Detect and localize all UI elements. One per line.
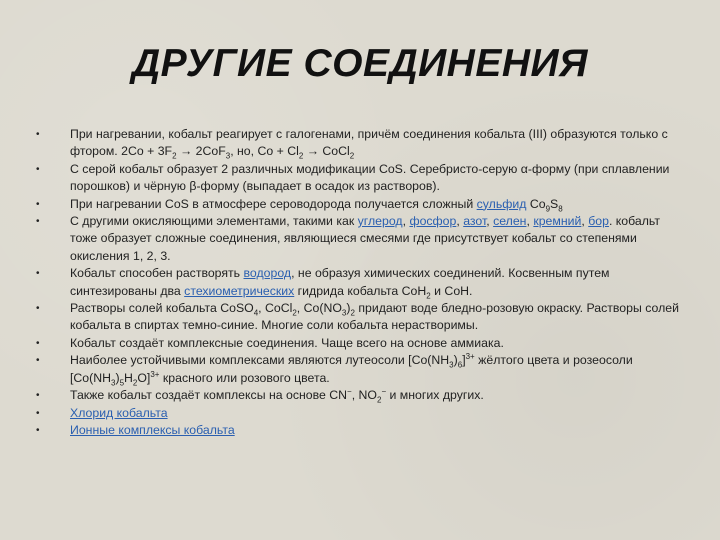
text-run: гидрида кобальта CoH <box>294 283 427 298</box>
subscript: 2 <box>132 378 138 388</box>
subscript: 6 <box>457 360 463 370</box>
bullet-marker: • <box>36 303 40 315</box>
subscript: 3 <box>449 360 454 370</box>
text-run: S <box>550 196 559 211</box>
bullet-item <box>36 300 686 335</box>
superscript: − <box>381 387 387 396</box>
subscript: 9 <box>545 204 551 214</box>
text-link[interactable]: стехиометрических <box>184 283 295 298</box>
text-run: Кобальт способен растворять <box>70 266 244 281</box>
subscript: 8 <box>558 204 563 214</box>
superscript: 3+ <box>465 352 475 362</box>
bullet-item <box>36 161 686 196</box>
text-link[interactable]: бор <box>588 214 609 229</box>
bullet-marker: • <box>36 355 40 367</box>
text-run: При нагревании CoS в атмосфере сероводорода получается сложный <box>70 196 477 211</box>
text-run: и многих других. <box>386 388 484 403</box>
bullet-item <box>36 335 686 352</box>
text-run: , <box>581 214 589 229</box>
text-run: ] <box>462 353 466 368</box>
bullet-item <box>36 387 686 404</box>
text-link[interactable]: сульфид <box>476 196 527 211</box>
bullet-text <box>70 196 686 213</box>
superscript: 3+ <box>150 369 160 379</box>
text-run: ) <box>115 370 120 385</box>
bullet-text <box>70 126 686 161</box>
bullet-item <box>36 196 686 213</box>
bullet-text <box>70 405 686 422</box>
text-run: , <box>402 214 410 229</box>
bullet-marker: • <box>36 424 40 436</box>
text-run: , Co(NO <box>296 301 342 316</box>
text-run: С другими окисляющими элементами, такими как <box>70 214 358 229</box>
text-run: и CoH. <box>430 283 473 298</box>
bullet-item <box>36 422 686 439</box>
text-run: → 2CoF <box>176 144 226 159</box>
text-run: придают воде бледно-розовую окраску. Растворы солей кобальта в спиртах темно-синие. Многие соли кобальта нерастворимы. <box>70 301 679 333</box>
text-run: , NO <box>351 388 377 403</box>
text-run: жёлтого цвета и розеосоли [Co(NH <box>70 353 633 385</box>
text-run: Также кобальт создаёт комплексы на основе CN <box>70 388 348 403</box>
slide-title: ДРУГИЕ СОЕДИНЕНИЯ <box>132 42 588 85</box>
text-link[interactable]: Хлорид кобальта <box>70 405 168 420</box>
text-run: Растворы солей кобальта CoSO <box>70 301 254 316</box>
text-link[interactable]: селен <box>493 214 527 229</box>
subscript: 2 <box>292 308 297 318</box>
bullet-item <box>36 265 686 300</box>
text-run: ) <box>346 301 351 316</box>
text-run: O] <box>137 370 151 385</box>
text-link[interactable]: фосфор <box>409 214 457 229</box>
bullet-list <box>36 126 686 439</box>
bullet-text <box>70 265 686 300</box>
text-link[interactable]: водород <box>243 266 292 281</box>
bullet-marker: • <box>36 390 40 402</box>
bullet-text <box>70 387 686 404</box>
subscript: 5 <box>119 378 125 388</box>
subscript: 3 <box>111 378 116 388</box>
text-run: Co <box>526 196 546 211</box>
subscript: 2 <box>426 291 431 301</box>
bullet-text <box>70 213 686 265</box>
bullet-text <box>70 300 686 335</box>
subscript: 2 <box>172 151 177 161</box>
bullet-text <box>70 422 686 439</box>
text-link[interactable]: Ионные комплексы кобальта <box>70 422 235 437</box>
bullet-item <box>36 213 686 265</box>
text-run: H <box>124 370 133 385</box>
bullet-marker: • <box>36 268 40 280</box>
text-run: . кобальт тоже образует сложные соединения, являющиеся смесями где присутствует кобальт со степенями окисления 1, 2, 3. <box>70 214 660 263</box>
subscript: 2 <box>298 151 304 161</box>
bullet-marker: • <box>36 407 40 419</box>
bullet-marker: • <box>36 198 40 210</box>
subscript: 3 <box>341 308 347 318</box>
text-run: красного или розового цвета. <box>159 370 330 385</box>
text-link[interactable]: углерод <box>357 214 403 229</box>
subscript: 2 <box>376 395 382 405</box>
text-run: , <box>486 214 494 229</box>
bullet-item <box>36 352 686 387</box>
text-run: , не образуя химических соединений. Косвенным путем синтезированы два <box>70 266 610 298</box>
subscript: 4 <box>253 308 259 318</box>
superscript: − <box>347 387 352 396</box>
bullet-marker: • <box>36 216 40 228</box>
text-run: При нагревании, кобальт реагирует с галогенами, причём соединения кобальта (III) образуются только с фтором. 2Co + 3F <box>70 127 668 159</box>
text-run: ) <box>453 353 458 368</box>
bullet-text <box>70 335 686 352</box>
subscript: 2 <box>349 151 355 161</box>
bullet-text <box>70 161 686 196</box>
bullet-marker: • <box>36 129 40 140</box>
bullet-text <box>70 352 686 387</box>
text-run: , CoCl <box>258 301 293 316</box>
bullet-marker: • <box>36 337 40 349</box>
subscript: 3 <box>225 151 231 161</box>
text-run: , <box>526 214 534 229</box>
text-run: , <box>456 214 464 229</box>
text-run: Кобальт создаёт комплексные соединения. Чаще всего на основе аммиака. <box>70 335 504 350</box>
bullet-marker: • <box>36 163 40 175</box>
text-link[interactable]: азот <box>463 214 487 229</box>
bullet-item <box>36 405 686 422</box>
bullet-item <box>36 126 686 161</box>
text-run: С серой кобальт образует 2 различных модификации CoS. Серебристо-серую α-форму (при сплавлении порошков) и чёрную β-форму (выпадает в осадок из растворов). <box>70 161 670 194</box>
subscript: 2 <box>350 308 355 318</box>
text-link[interactable]: кремний <box>533 214 582 229</box>
text-run: , но, Co + Cl <box>230 144 299 159</box>
text-run: → CoCl <box>303 144 350 159</box>
text-run: Наиболее устойчивыми комплексами являются лутеосоли [Co(NH <box>70 353 450 368</box>
